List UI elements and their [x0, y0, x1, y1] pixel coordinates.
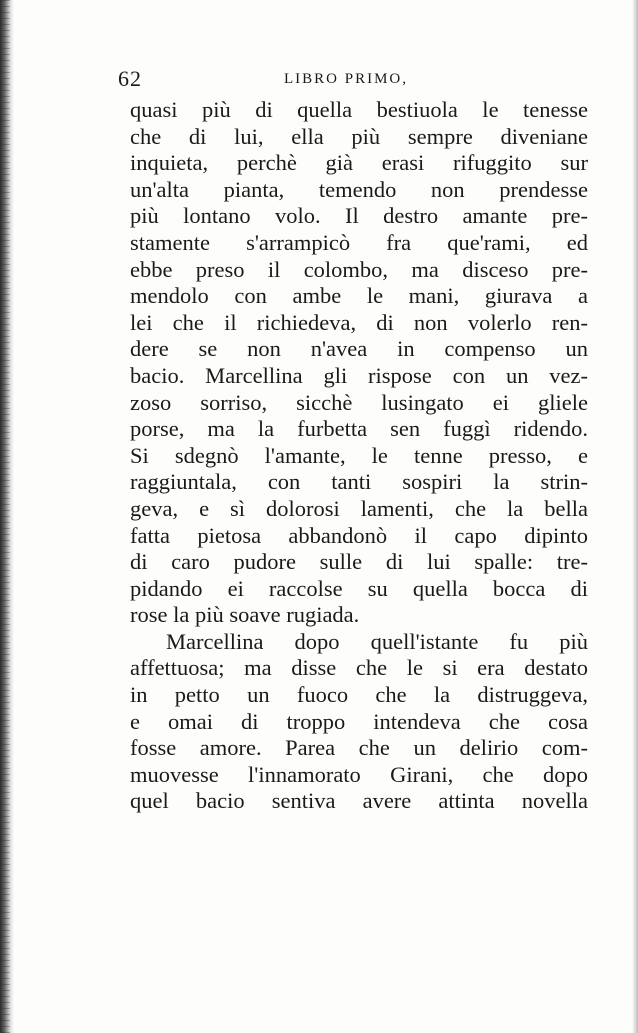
- text-line: Si sdegnò l'amante, le tenne presso, e: [130, 442, 588, 468]
- text-line: fosse amore. Parea che un delirio com-: [130, 735, 588, 761]
- text-line: di caro pudore sulle di lui spalle: tre-: [130, 549, 588, 575]
- paragraph-2: [130, 629, 588, 815]
- text-line: dere se non n'avea in compenso un: [130, 336, 588, 362]
- body-text: [130, 97, 588, 815]
- text-line: lei che il richiedeva, di non volerlo ren-: [130, 309, 588, 335]
- binding-edge: [0, 0, 14, 1033]
- text-line: raggiuntala, con tanti sospiri la strin-: [130, 469, 588, 495]
- text-line: che di lui, ella più sempre diveniane: [130, 123, 588, 149]
- text-line: pidando ei raccolse su quella bocca di: [130, 575, 588, 601]
- text-line: stamente s'arrampicò fra que'rami, ed: [130, 229, 588, 255]
- text-line: più lontano volo. Il destro amante pre-: [130, 203, 588, 229]
- page-number: 62: [118, 66, 142, 91]
- text-line: affettuosa; ma disse che le si era destato: [130, 655, 588, 681]
- paragraph-1: [130, 97, 588, 629]
- text-line: in petto un fuoco che la distruggeva,: [130, 682, 588, 708]
- text-line: quasi più di quella bestiuola le tenesse: [130, 97, 588, 122]
- text-line: zoso sorriso, sicchè lusingato ei gliele: [130, 389, 588, 415]
- page-edge-shadow: [632, 0, 638, 1033]
- text-line: quel bacio sentiva avere attinta novella: [130, 788, 588, 814]
- binding-texture: [2, 0, 10, 1033]
- text-line: fatta pietosa abbandonò il capo dipinto: [130, 522, 588, 548]
- text-line: mendolo con ambe le mani, giurava a: [130, 283, 588, 309]
- text-line: inquieta, perchè già erasi rifuggito sur: [130, 150, 588, 176]
- text-line: un'alta pianta, temendo non prendesse: [130, 176, 588, 202]
- page-header: [118, 66, 448, 96]
- text-line: Marcellina dopo quell'istante fu più: [166, 628, 588, 654]
- text-line: bacio. Marcellina gli rispose con un vez-: [130, 362, 588, 388]
- text-line: rose la più soave rugiada.: [130, 602, 360, 628]
- text-line: muovesse l'innamorato Girani, che dopo: [130, 761, 588, 787]
- text-line: e omai di troppo intendeva che cosa: [130, 708, 588, 734]
- text-line: geva, e sì dolorosi lamenti, che la bella: [130, 495, 588, 521]
- running-head: LIBRO PRIMO,: [284, 71, 409, 87]
- text-line: ebbe preso il colombo, ma disceso pre-: [130, 256, 588, 282]
- text-line: porse, ma la furbetta sen fuggì ridendo.: [130, 416, 588, 442]
